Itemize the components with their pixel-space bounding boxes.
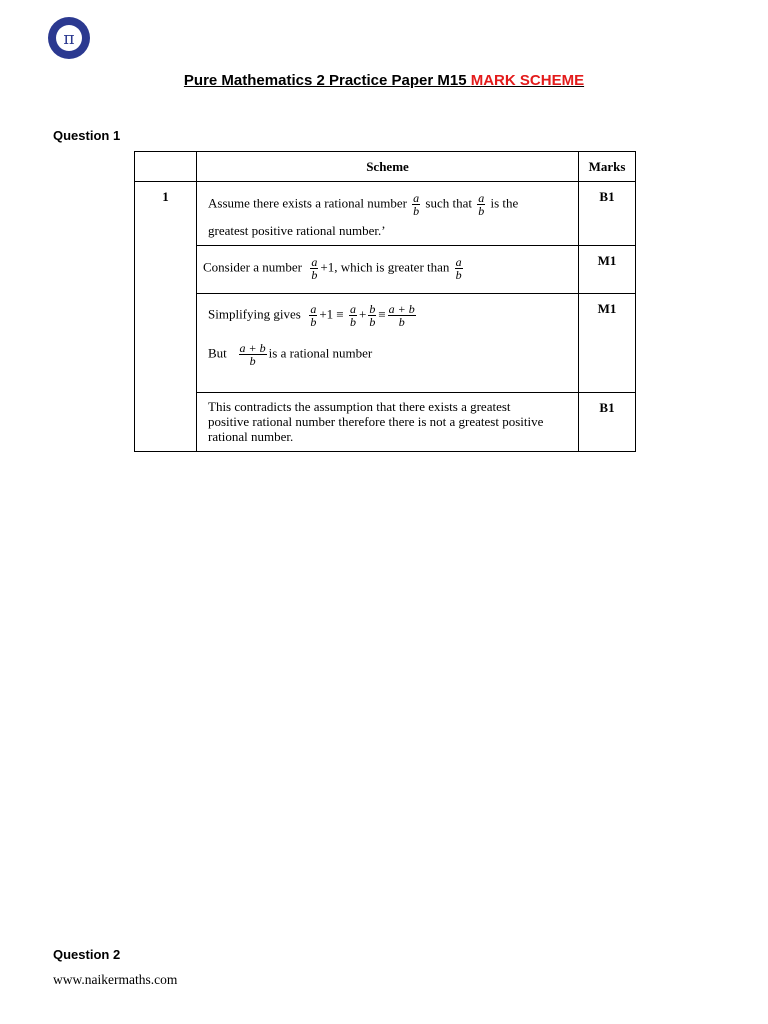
equiv-sign: ≡ xyxy=(378,306,386,322)
scheme-cell xyxy=(197,294,579,393)
question-2-heading: Question 2 xyxy=(53,947,121,962)
fraction-a-over-b: $\frac{a}{b}$ xyxy=(349,302,356,329)
page-title xyxy=(0,72,768,89)
row4-text: This contradicts the assumption that there exists a greatest positive rational number therefore there is not a greatest positive rational number. xyxy=(208,399,544,444)
table-header-row xyxy=(135,152,636,182)
mark-scheme-table xyxy=(134,151,636,452)
fraction-a-over-b: $\frac{a}{b}$ xyxy=(413,191,420,218)
mark-cell: B1 xyxy=(579,393,636,452)
fraction-a-over-b: $\frac{a}{b}$ xyxy=(310,302,317,329)
row3-text-before: Simplifying gives xyxy=(208,306,301,322)
header-question-number xyxy=(135,152,197,182)
row1-line2: greatest positive rational number.’ xyxy=(208,223,386,238)
table-row xyxy=(135,182,636,246)
row1-text-before: Assume there exists a rational number xyxy=(208,195,407,211)
but-label: But xyxy=(208,345,227,361)
scheme-cell xyxy=(197,182,579,246)
question-1-heading: Question 1 xyxy=(53,128,121,143)
fraction-a-over-b: $\frac{a}{b}$ xyxy=(311,255,318,282)
title-main: Pure Mathematics 2 Practice Paper M15 xyxy=(183,72,471,89)
mark-cell: M1 xyxy=(579,294,636,393)
scheme-cell xyxy=(197,246,579,294)
fraction-a-plus-b-over-b: $\frac{a + b}{b}$ xyxy=(388,302,415,329)
question-number-cell: 1 xyxy=(135,182,197,452)
logo-pi-symbol: π xyxy=(63,29,75,49)
mark-cell: M1 xyxy=(579,246,636,294)
fraction-a-over-b: $\frac{a}{b}$ xyxy=(478,191,485,218)
fraction-a-plus-b-over-b: $\frac{a + b}{b}$ xyxy=(239,341,266,368)
plus-one-equiv: +1 ≡ xyxy=(319,306,344,322)
row1-text-mid: such that xyxy=(425,195,472,211)
row2-text-mid: +1, which is greater than xyxy=(320,259,450,275)
header-marks: Marks xyxy=(579,152,636,182)
row2-text-before: Consider a number xyxy=(203,259,302,275)
fraction-a-over-b: $\frac{a}{b}$ xyxy=(455,255,462,282)
plus-sign: + xyxy=(358,306,367,322)
mark-cell: B1 xyxy=(579,182,636,246)
naikermaths-logo xyxy=(47,16,91,60)
table-row xyxy=(135,246,636,294)
title-mark-scheme: MARK SCHEME xyxy=(470,72,585,89)
scheme-cell xyxy=(197,393,579,452)
table-row xyxy=(135,393,636,452)
header-scheme: Scheme xyxy=(197,152,579,182)
but-text: is a rational number xyxy=(268,345,373,361)
fraction-b-over-b: $\frac{b}{b}$ xyxy=(369,302,376,329)
footer-url: www.naikermaths.com xyxy=(53,972,178,987)
row1-text-after: is the xyxy=(490,195,519,211)
table-row xyxy=(135,294,636,393)
